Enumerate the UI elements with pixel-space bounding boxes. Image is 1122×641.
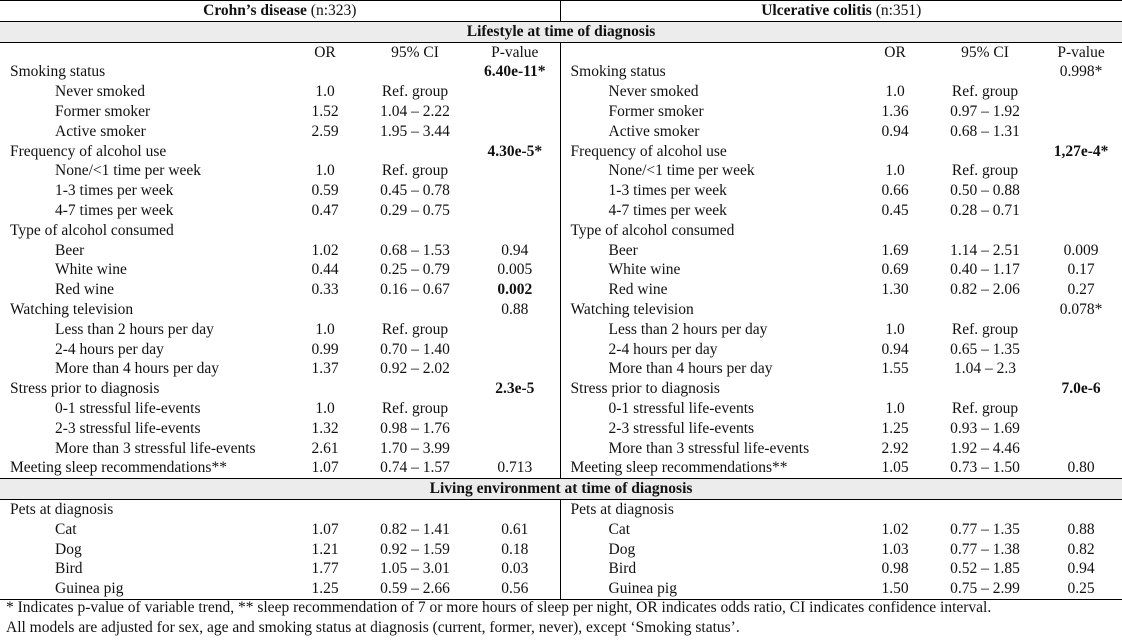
- cd-p-cell: [470, 82, 560, 102]
- uc-item-label: Never smoked: [560, 82, 860, 102]
- section-title: Living environment at time of diagnosis: [0, 479, 1122, 500]
- cd-p-cell: [470, 102, 560, 122]
- cd-or-cell: 0.44: [311, 261, 339, 279]
- section-header-row: [0, 479, 1122, 500]
- cd-item-label: 2-3 stressful life-events: [55, 419, 201, 437]
- uc-group-label: Watching television: [560, 300, 860, 320]
- uc-item-label: Cat: [560, 520, 860, 540]
- uc-or-cell: 1.50: [860, 579, 930, 599]
- uc-ci-cell: 0.28 – 0.71: [950, 201, 1020, 219]
- uc-ci-cell: 0.75 – 2.99: [930, 579, 1040, 599]
- cd-item-label: 4-7 times per week: [55, 201, 174, 219]
- cd-p-cell: 0.03: [501, 560, 529, 578]
- header-row: [0, 1, 1122, 22]
- footnote: [6, 598, 1118, 637]
- table-row: [0, 579, 1122, 599]
- uc-item-label: 4-7 times per week: [560, 201, 860, 221]
- uc-item-label: None/<1 time per week: [560, 161, 860, 181]
- uc-item-label: Red wine: [560, 280, 860, 300]
- cd-or-cell: 0.47: [311, 201, 339, 219]
- uc-item-label: 1-3 times per week: [560, 181, 860, 201]
- cd-or-cell: [290, 142, 360, 162]
- cd-p-cell: [470, 122, 560, 142]
- uc-ci-cell: 0.97 – 1.92: [950, 102, 1020, 120]
- table-row: [0, 122, 1122, 142]
- uc-ci-cell: [930, 379, 1040, 399]
- cd-p-cell: 0.94: [501, 241, 529, 259]
- uc-p-cell: [1040, 122, 1122, 142]
- group-row: [0, 62, 1122, 82]
- uc-ci-cell: 1.04 – 2.3: [954, 360, 1017, 378]
- cd-p-cell: 2.3e-5: [495, 380, 535, 398]
- cd-ci-cell: Ref. group: [381, 83, 449, 101]
- cd-ci-cell: 0.82 – 1.41: [380, 520, 450, 538]
- cd-or-cell: 1.0: [315, 320, 335, 338]
- cd-p-cell: 0.88: [501, 300, 529, 318]
- section-title: Lifestyle at time of diagnosis: [0, 21, 1122, 42]
- cd-ci-cell: [360, 221, 470, 241]
- uc-item-label: 0-1 stressful life-events: [560, 399, 860, 419]
- uc-p-cell: 0.94: [1067, 560, 1095, 578]
- cd-label-header: [0, 42, 290, 62]
- cd-p-cell: 0.713: [497, 459, 533, 477]
- cd-group-label: Frequency of alcohol use: [10, 142, 167, 160]
- cd-or-cell: [290, 221, 360, 241]
- table-row: [0, 201, 1122, 221]
- cd-or-cell: 2.61: [311, 439, 339, 457]
- uc-group-label: Stress prior to diagnosis: [560, 379, 860, 399]
- cd-ci-cell: 1.04 – 2.22: [380, 102, 450, 120]
- uc-p-cell: [1040, 320, 1122, 340]
- uc-or-cell: 0.66: [881, 182, 909, 200]
- cd-p-cell: 0.56: [470, 579, 560, 599]
- uc-or-cell: 0.69: [881, 261, 909, 279]
- cd-ci-cell: 0.45 – 0.78: [380, 182, 450, 200]
- cd-ci-cell: 0.92 – 1.59: [380, 540, 450, 558]
- uc-or-cell: 0.94: [881, 340, 909, 358]
- cd-p-cell: [470, 201, 560, 221]
- uc-ci-cell: [930, 300, 1040, 320]
- cd-or-cell: 1.07: [311, 520, 339, 538]
- uc-p-cell: [1040, 439, 1122, 459]
- uc-or-cell: 2.92: [881, 439, 909, 457]
- uc-ci-cell: 0.73 – 1.50: [950, 459, 1020, 477]
- cd-or-cell: 1.07: [311, 459, 339, 477]
- cd-ci-cell: 0.74 – 1.57: [380, 459, 450, 477]
- table-row: [0, 439, 1122, 459]
- uc-p-cell: 0.80: [1067, 459, 1095, 477]
- cd-or-cell: 1.25: [290, 579, 360, 599]
- cd-or-cell: 0.99: [311, 340, 339, 358]
- uc-or-cell: 1.69: [881, 241, 909, 259]
- table-row: [0, 260, 1122, 280]
- uc-or-cell: 1.25: [881, 419, 909, 437]
- uc-p-cell: 0.88: [1067, 520, 1095, 538]
- cd-ci-cell: 0.59 – 2.66: [360, 579, 470, 599]
- footnote-line-1: * Indicates p-value of variable trend, ** sleep recommendation of 7 or more hours of sleep per night, OR indicates odds ratio, CI indicates confidence interval.: [6, 599, 992, 616]
- cd-ci-cell: Ref. group: [381, 162, 449, 180]
- cd-ci-cell: 0.25 – 0.79: [380, 261, 450, 279]
- cd-p-cell: [470, 419, 560, 439]
- cd-item-label: More than 4 hours per day: [55, 360, 219, 378]
- cd-or-cell: 0.33: [311, 281, 339, 299]
- uc-p-cell: 0.078*: [1059, 300, 1103, 318]
- cd-or-cell: 0.59: [311, 182, 339, 200]
- uc-item-label: Former smoker: [560, 102, 860, 122]
- table-row: [0, 559, 1122, 579]
- cd-item-label: 1-3 times per week: [55, 182, 174, 200]
- cd-or-cell: 1.52: [311, 102, 339, 120]
- uc-p-cell: [1040, 399, 1122, 419]
- uc-ci-cell: 0.93 – 1.69: [950, 419, 1020, 437]
- table-row: [0, 419, 1122, 439]
- uc-or-cell: 1.30: [881, 281, 909, 299]
- uc-ci-header: 95% CI: [961, 43, 1009, 61]
- cd-p-cell: 4.30e-5*: [487, 142, 543, 160]
- uc-or-cell: [860, 300, 930, 320]
- uc-p-cell: [1040, 499, 1122, 519]
- cd-ci-cell: 0.98 – 1.76: [380, 419, 450, 437]
- uc-item-label: Bird: [560, 559, 860, 579]
- uc-ci-cell: 0.82 – 2.06: [950, 281, 1020, 299]
- uc-item-label: 2-4 hours per day: [560, 340, 860, 360]
- uc-item-label: More than 3 stressful life-events: [560, 439, 860, 459]
- cd-p-cell: [470, 221, 560, 241]
- group-row: [0, 499, 1122, 519]
- uc-p-cell: 0.009: [1063, 241, 1099, 259]
- uc-ci-cell: 0.65 – 1.35: [950, 340, 1020, 358]
- uc-ci-cell: 0.77 – 1.38: [950, 540, 1020, 558]
- column-header-row: [0, 42, 1122, 62]
- cd-item-label: 0-1 stressful life-events: [55, 399, 201, 417]
- uc-item-label: 2-3 stressful life-events: [560, 419, 860, 439]
- uc-ci-cell: 0.52 – 1.85: [950, 560, 1020, 578]
- uc-item-label: White wine: [560, 260, 860, 280]
- cd-p-cell: 6.40e-11*: [483, 63, 546, 81]
- uc-p-cell: [1040, 419, 1122, 439]
- uc-or-cell: 1.0: [885, 83, 905, 101]
- cd-or-cell: 1.0: [315, 399, 335, 417]
- cd-item-label: Active smoker: [55, 122, 146, 140]
- uc-n: (n:351): [875, 2, 922, 19]
- cd-or-cell: 1.37: [311, 360, 339, 378]
- cd-item-label: Dog: [55, 540, 82, 558]
- cd-or-cell: 2.59: [311, 122, 339, 140]
- uc-ci-cell: [930, 221, 1040, 241]
- table-row: [0, 399, 1122, 419]
- uc-group-label: Smoking status: [560, 62, 860, 82]
- uc-group-label: Meeting sleep recommendations**: [560, 458, 860, 478]
- table-row: [0, 181, 1122, 201]
- uc-or-cell: 1.55: [881, 360, 909, 378]
- table-row: [0, 161, 1122, 181]
- table-row: [0, 359, 1122, 379]
- uc-or-cell: [860, 62, 930, 82]
- table-row: [0, 320, 1122, 340]
- uc-p-cell: [1040, 161, 1122, 181]
- table-row: [0, 280, 1122, 300]
- cd-or-cell: [290, 499, 360, 519]
- cd-ci-cell: [360, 499, 470, 519]
- uc-p-cell: 1,27e-4*: [1053, 142, 1109, 160]
- cd-ci-cell: Ref. group: [381, 399, 449, 417]
- cd-p-cell: [470, 399, 560, 419]
- uc-or-cell: [860, 142, 930, 162]
- uc-p-cell: 0.27: [1067, 281, 1095, 299]
- cd-group-label: Pets at diagnosis: [10, 500, 114, 518]
- cd-ci-header: 95% CI: [391, 43, 439, 61]
- cd-item-label: White wine: [55, 261, 127, 279]
- cd-item-label: Beer: [55, 241, 85, 259]
- cd-or-cell: [290, 379, 360, 399]
- cd-ci-cell: [360, 142, 470, 162]
- cd-group-label: Meeting sleep recommendations**: [10, 459, 227, 477]
- cd-ci-cell: 1.05 – 3.01: [380, 560, 450, 578]
- uc-p-cell: 0.82: [1067, 540, 1095, 558]
- cd-ci-cell: 1.95 – 3.44: [380, 122, 450, 140]
- cd-or-cell: 1.02: [311, 241, 339, 259]
- uc-or-cell: 1.03: [881, 540, 909, 558]
- table-row: [0, 340, 1122, 360]
- group-row: [0, 142, 1122, 162]
- uc-ci-cell: 1.14 – 2.51: [950, 241, 1020, 259]
- uc-or-cell: [860, 379, 930, 399]
- table-row: [0, 82, 1122, 102]
- cd-or-cell: [290, 62, 360, 82]
- uc-p-cell: 0.998*: [1059, 63, 1103, 81]
- cd-item-label: Never smoked: [55, 83, 145, 101]
- uc-ci-cell: Ref. group: [951, 320, 1019, 338]
- cd-p-cell: [470, 320, 560, 340]
- cd-p-cell: [470, 439, 560, 459]
- cd-group-label: Watching television: [10, 300, 134, 318]
- uc-p-cell: [1040, 359, 1122, 379]
- cd-ci-cell: 1.70 – 3.99: [380, 439, 450, 457]
- cd-p-cell: [470, 359, 560, 379]
- uc-item-label: Guinea pig: [560, 579, 860, 599]
- group-row: [0, 458, 1122, 478]
- cd-item-label: Guinea pig: [0, 579, 290, 599]
- uc-label-header: [560, 42, 860, 62]
- cd-item-label: Cat: [55, 520, 77, 538]
- uc-or-cell: 1.0: [885, 162, 905, 180]
- table-row: [0, 102, 1122, 122]
- uc-p-cell: [1040, 181, 1122, 201]
- uc-ci-cell: 0.68 – 1.31: [950, 122, 1020, 140]
- cd-or-cell: 1.0: [315, 83, 335, 101]
- cd-or-cell: 1.32: [311, 419, 339, 437]
- uc-p-cell: [1040, 340, 1122, 360]
- cd-p-header: P-value: [491, 43, 539, 61]
- uc-p-cell: [1040, 102, 1122, 122]
- cd-group-label: Stress prior to diagnosis: [10, 380, 160, 398]
- crohns-header: [0, 1, 560, 22]
- cd-or-cell: 1.21: [311, 540, 339, 558]
- uc-or-cell: 1.0: [885, 399, 905, 417]
- cd-item-label: Less than 2 hours per day: [55, 320, 214, 338]
- cd-ci-cell: 0.29 – 0.75: [380, 201, 450, 219]
- uc-ci-cell: 0.50 – 0.88: [950, 182, 1020, 200]
- uc-item-label: Dog: [560, 540, 860, 560]
- cd-ci-cell: [360, 300, 470, 320]
- table-row: [0, 540, 1122, 560]
- cd-p-cell: 0.002: [497, 281, 533, 299]
- uc-or-header: OR: [884, 43, 906, 61]
- uc-ci-cell: 0.77 – 1.35: [950, 520, 1020, 538]
- group-row: [0, 379, 1122, 399]
- cd-ci-cell: 0.92 – 2.02: [380, 360, 450, 378]
- cd-p-cell: 0.005: [497, 261, 533, 279]
- uc-ci-cell: Ref. group: [951, 399, 1019, 417]
- uc-ci-cell: 1.92 – 4.46: [950, 439, 1020, 457]
- group-row: [0, 300, 1122, 320]
- uc-ci-cell: 0.40 – 1.17: [950, 261, 1020, 279]
- uc-ci-cell: [930, 62, 1040, 82]
- uc-or-cell: 0.94: [881, 122, 909, 140]
- cd-p-cell: [470, 499, 560, 519]
- group-row: [0, 221, 1122, 241]
- uc-p-cell: [1040, 82, 1122, 102]
- uc-ci-cell: [930, 142, 1040, 162]
- cd-item-label: More than 3 stressful life-events: [55, 439, 256, 457]
- uc-p-cell: [1040, 201, 1122, 221]
- uc-p-cell: 7.0e-6: [1061, 380, 1101, 398]
- cd-or-header: OR: [314, 43, 336, 61]
- uc-item-label: Beer: [560, 241, 860, 261]
- uc-item-label: More than 4 hours per day: [560, 359, 860, 379]
- cd-group-label: Smoking status: [10, 63, 106, 81]
- table-row: [0, 520, 1122, 540]
- uc-p-cell: 0.25: [1040, 579, 1122, 599]
- cd-ci-cell: 0.68 – 1.53: [380, 241, 450, 259]
- cd-or-cell: 1.0: [315, 162, 335, 180]
- uc-or-cell: 1.0: [885, 320, 905, 338]
- uc-group-label: Type of alcohol consumed: [560, 221, 860, 241]
- cd-ci-cell: [360, 379, 470, 399]
- cd-ci-cell: 0.70 – 1.40: [380, 340, 450, 358]
- uc-or-cell: 1.02: [881, 520, 909, 538]
- cd-p-cell: [470, 161, 560, 181]
- cd-ci-cell: 0.16 – 0.67: [380, 281, 450, 299]
- cd-item-label: Bird: [55, 560, 83, 578]
- cd-p-cell: [470, 181, 560, 201]
- uc-or-cell: 1.05: [881, 459, 909, 477]
- cd-p-cell: 0.61: [501, 520, 529, 538]
- uc-header: [560, 1, 1122, 22]
- cd-item-label: None/<1 time per week: [55, 162, 202, 180]
- uc-or-cell: [860, 499, 930, 519]
- uc-ci-cell: Ref. group: [951, 83, 1019, 101]
- section-header-row: [0, 21, 1122, 42]
- uc-item-label: Active smoker: [560, 122, 860, 142]
- uc-p-header: P-value: [1057, 43, 1105, 61]
- cd-ci-cell: Ref. group: [381, 320, 449, 338]
- uc-or-cell: [860, 221, 930, 241]
- uc-p-cell: [1040, 221, 1122, 241]
- cd-p-cell: 0.18: [501, 540, 529, 558]
- uc-or-cell: 0.98: [881, 560, 909, 578]
- uc-group-label: Frequency of alcohol use: [560, 142, 860, 162]
- cd-or-cell: [290, 300, 360, 320]
- cd-ci-cell: [360, 62, 470, 82]
- crohns-title: Crohn’s disease: [203, 2, 307, 19]
- table-row: [0, 241, 1122, 261]
- cd-p-cell: [470, 340, 560, 360]
- uc-ci-cell: [930, 499, 1040, 519]
- cd-item-label: 2-4 hours per day: [55, 340, 164, 358]
- uc-item-label: Less than 2 hours per day: [560, 320, 860, 340]
- uc-p-cell: 0.17: [1067, 261, 1095, 279]
- uc-or-cell: 1.36: [881, 102, 909, 120]
- uc-title: Ulcerative colitis: [761, 2, 872, 19]
- cd-group-label: Type of alcohol consumed: [10, 221, 174, 239]
- footnote-line-2: All models are adjusted for sex, age and smoking status at diagnosis (current, former, never), except ‘Smoking status’.: [6, 618, 740, 636]
- cd-or-cell: 1.77: [311, 560, 339, 578]
- crohns-n: (n:323): [310, 2, 357, 19]
- uc-group-label: Pets at diagnosis: [560, 499, 860, 519]
- uc-ci-cell: Ref. group: [951, 162, 1019, 180]
- cd-item-label: Red wine: [55, 281, 114, 299]
- uc-or-cell: 0.45: [881, 201, 909, 219]
- cd-item-label: Former smoker: [55, 102, 151, 120]
